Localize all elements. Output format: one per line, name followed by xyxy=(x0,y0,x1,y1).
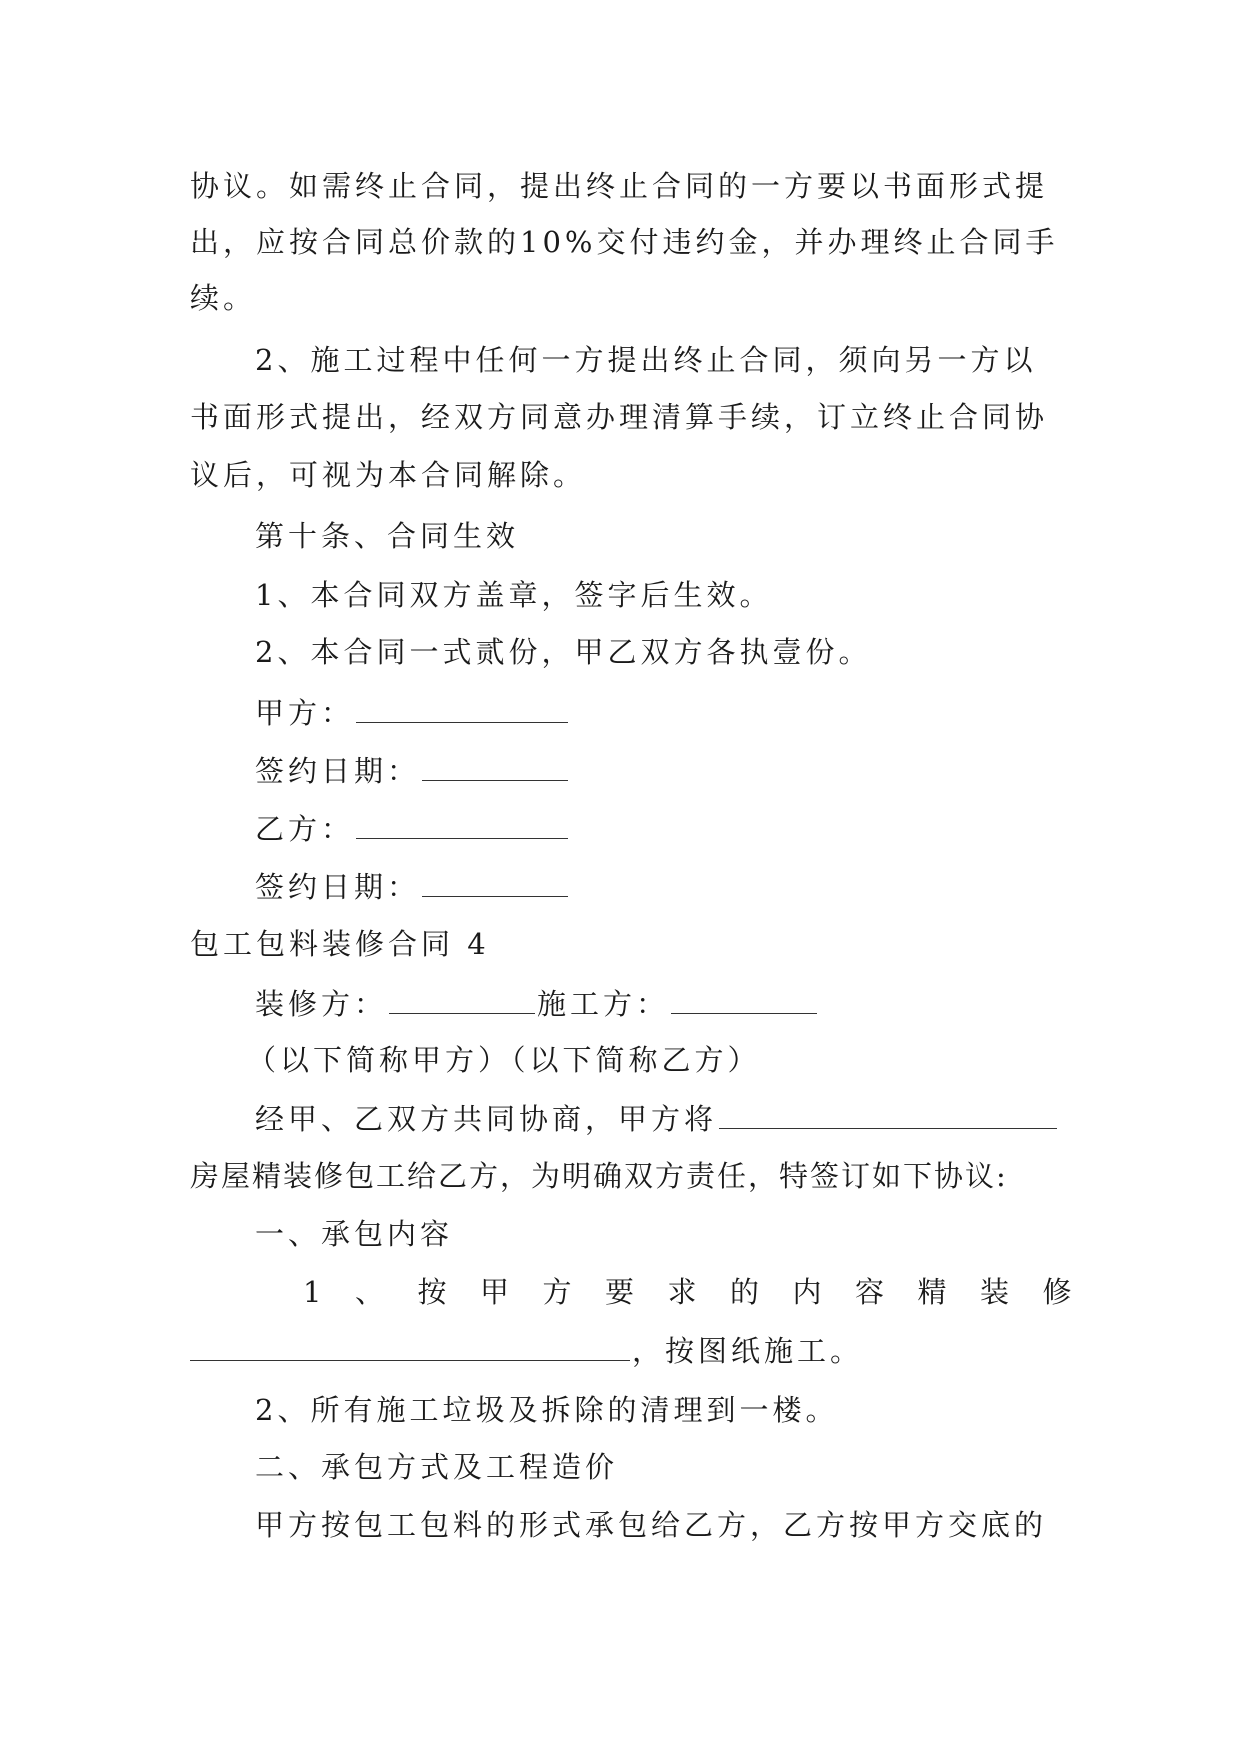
blank-field xyxy=(671,983,817,1014)
parties-line xyxy=(255,983,1050,1023)
party-a-signature-line xyxy=(255,692,1050,732)
blank-field xyxy=(389,983,535,1014)
contract-title: 包工包料装修合同 4 xyxy=(190,927,490,961)
article-heading: 第十条、合同生效 xyxy=(255,519,520,553)
section-item-continued xyxy=(190,1330,1050,1370)
date-a-label: 签约日期： xyxy=(255,754,421,788)
section-text: 甲方按包工包料的形式承包给乙方，乙方按甲方交底的 xyxy=(255,1508,1048,1542)
article-item: 2、本合同一式贰份，甲乙双方各执壹份。 xyxy=(255,635,872,669)
section-item: 2、所有施工垃圾及拆除的清理到一楼。 xyxy=(255,1393,839,1427)
blank-field xyxy=(422,866,568,897)
intro-text: 经甲、乙双方共同协商，甲方将 xyxy=(255,1102,718,1136)
section-item: 1、按甲方要求的内容精装修 xyxy=(303,1275,1105,1309)
section-heading: 二、承包方式及工程造价 xyxy=(255,1450,619,1484)
blank-field xyxy=(422,750,568,781)
party-b-signature-line xyxy=(255,808,1050,848)
paragraph-line: 协议。如需终止合同，提出终止合同的一方要以书面形式提 xyxy=(190,169,1049,203)
paragraph-line: 续。 xyxy=(190,281,257,315)
party-b-label: 乙方： xyxy=(255,812,355,846)
owner-label: 装修方： xyxy=(255,987,388,1021)
article-item: 1、本合同双方盖章，签字后生效。 xyxy=(255,578,773,612)
abbreviation-note: （以下简称甲方）（以下简称乙方） xyxy=(247,1043,761,1077)
paragraph-line: 议后，可视为本合同解除。 xyxy=(190,458,587,492)
paragraph-line: 2、施工过程中任何一方提出终止合同，须向另一方以 xyxy=(255,343,1037,377)
intro-line xyxy=(255,1098,1050,1138)
blank-field xyxy=(356,692,568,723)
blank-field xyxy=(719,1098,1057,1129)
section-item-text: ，按图纸施工。 xyxy=(632,1334,864,1368)
paragraph-line: 出，应按合同总价款的10%交付违约金，并办理终止合同手 xyxy=(190,225,1059,259)
date-b-signature-line xyxy=(255,866,1050,906)
builder-label: 施工方： xyxy=(537,987,670,1021)
blank-field xyxy=(356,808,568,839)
date-b-label: 签约日期： xyxy=(255,870,421,904)
paragraph-line: 书面形式提出，经双方同意办理清算手续，订立终止合同协 xyxy=(190,400,1049,434)
section-heading: 一、承包内容 xyxy=(255,1217,454,1251)
party-a-label: 甲方： xyxy=(255,696,355,730)
blank-field xyxy=(190,1330,630,1361)
intro-line: 房屋精装修包工给乙方，为明确双方责任，特签订如下协议: xyxy=(190,1159,1008,1193)
date-a-signature-line xyxy=(255,750,1050,790)
